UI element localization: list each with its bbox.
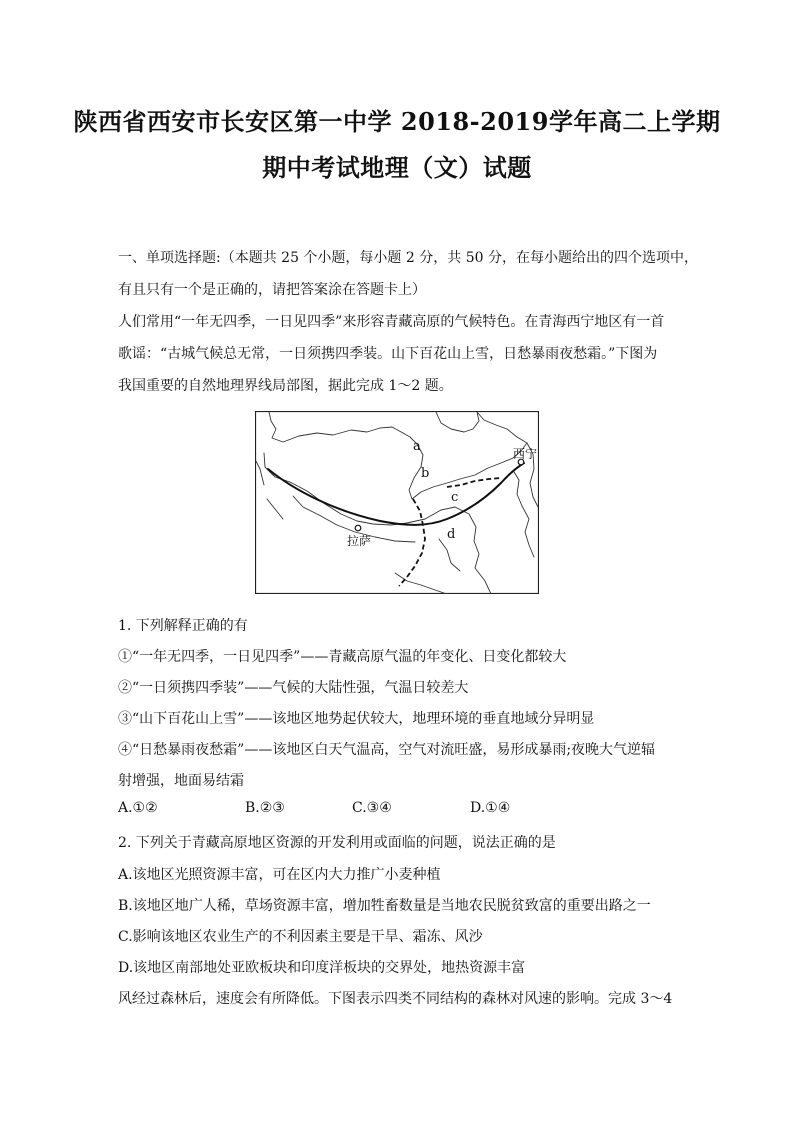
q2-option-b[interactable]: B.该地区地广人稀，草场资源丰富，增加牲畜数量是当地农民脱贫致富的重要出路之一 [118, 898, 651, 914]
next-intro-line1: 风经过森林后，速度会有所降低。下图表示四类不同结构的森林对风速的影响。完成 3～4 [118, 991, 673, 1007]
intro-line3: 我国重要的自然地理界线局部图，据此完成 1～2 题。 [118, 378, 453, 394]
label-lhasa: 拉萨 [347, 534, 372, 548]
q1-statement-3: ③“山下百花山上雪”——该地区地势起伏较大，地理环境的垂直地域分异明显 [118, 711, 595, 727]
label-d: d [447, 527, 456, 542]
q2-option-a[interactable]: A.该地区光照资源丰富，可在区内大力推广小麦种植 [118, 867, 441, 883]
q1-option-a[interactable]: A.①② [118, 800, 158, 816]
label-a: a [413, 439, 421, 454]
lhasa-marker [355, 525, 361, 531]
section-heading-line2: 有且只有一个是正确的，请把答案涂在答题卡上） [118, 282, 426, 298]
q1-options [118, 800, 678, 820]
q1-statement-4-line2: 射增强，地面易结霜 [118, 773, 244, 789]
q2-stem: 2. 下列关于青藏高原地区资源的开发利用或面临的问题，说法正确的是 [118, 835, 556, 851]
label-b: b [421, 466, 430, 481]
q1-option-c[interactable]: C.③④ [352, 800, 392, 816]
q1-statement-2: ②“一日须携四季装”——气候的大陆性强，气温日较差大 [118, 680, 469, 696]
label-xining: 西宁 [513, 447, 538, 461]
q1-statement-1: ①“一年无四季，一日见四季”——青藏高原气温的年变化、日变化都较大 [118, 649, 567, 665]
boundary-map-figure [255, 411, 539, 594]
boundary-map [255, 411, 539, 594]
q1-option-b[interactable]: B.②③ [245, 800, 285, 816]
page-title-line1: 陕西省西安市长安区第一中学 2018-2019学年高二上学期 [73, 107, 721, 136]
section-heading-line1: 一、单项选择题:（本题共 25 个小题，每小题 2 分，共 50 分，在每小题给出的四个选项中， [118, 250, 698, 266]
q1-statement-4-line1: ④“日愁暴雨夜愁霜”——该地区白天气温高，空气对流旺盛，易形成暴雨;夜晚大气逆辐 [118, 742, 656, 758]
intro-line2: 歌谣：“古城气候总无常，一日须携四季装。山下百花山上雪，日愁暴雨夜愁霜。”下图为 [118, 346, 658, 362]
q2-option-d[interactable]: D.该地区南部地处亚欧板块和印度洋板块的交界处，地热资源丰富 [118, 960, 526, 976]
map-frame [256, 412, 539, 594]
q1-stem: 1. 下列解释正确的有 [118, 618, 248, 634]
page-title-line2: 期中考试地理（文）试题 [262, 153, 532, 182]
label-c: c [451, 490, 459, 505]
intro-line1: 人们常用“一年无四季，一日见四季”来形容青藏高原的气候特色。在青海西宁地区有一首 [118, 314, 665, 330]
q1-option-d[interactable]: D.①④ [470, 800, 511, 816]
q2-option-c[interactable]: C.影响该地区农业生产的不利因素主要是干旱、霜冻、风沙 [118, 929, 483, 945]
